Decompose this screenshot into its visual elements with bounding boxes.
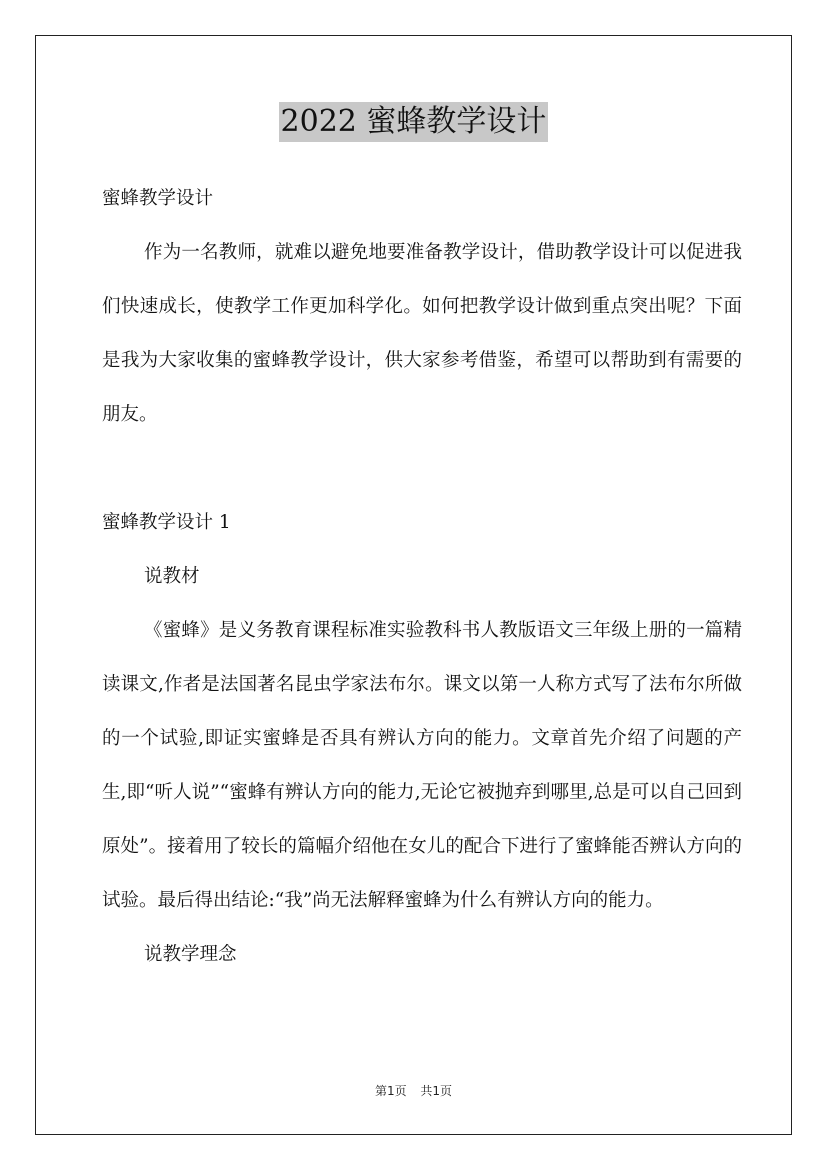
document-body [102, 172, 742, 982]
title-container [0, 102, 827, 142]
subsection-heading-textbook: 说教材 [144, 566, 200, 587]
page-number: 第1页 [374, 1084, 407, 1098]
section-heading: 蜜蜂教学设计 1 [102, 512, 231, 533]
subsection-heading-teaching-concept: 说教学理念 [144, 944, 237, 965]
textbook-paragraph: 《蜜蜂》是义务教育课程标准实验教科书人教版语文三年级上册的一篇精读课文,作者是法国著名昆虫学家法布尔。课文以第一人称方式写了法布尔所做的一个试验,即证实蜜蜂是否具有辨认方向的能力。文章首先介绍了问题的产生,即“听人说”“蜜蜂有辨认方向的能力,无论它被抛弃到哪里,总是可以自己回到原处”。接着用了较长的篇幅介绍他在女儿的配合下进行了蜜蜂能否辨认方向的试验。最后得出结论:“我”尚无法解释蜜蜂为什么有辨认方向的能力。 [102, 620, 742, 911]
document-title: 2022 蜜蜂教学设计 [279, 102, 549, 142]
page-total: 共1页 [420, 1084, 453, 1098]
document-subtitle: 蜜蜂教学设计 [102, 188, 214, 209]
intro-paragraph: 作为一名教师，就难以避免地要准备教学设计，借助教学设计可以促进我们快速成长，使教学工作更加科学化。如何把教学设计做到重点突出呢？下面是我为大家收集的蜜蜂教学设计，供大家参考借鉴，希望可以帮助到有需要的朋友。 [102, 242, 742, 425]
paragraph-spacer [102, 442, 742, 496]
page-footer [0, 1082, 827, 1099]
